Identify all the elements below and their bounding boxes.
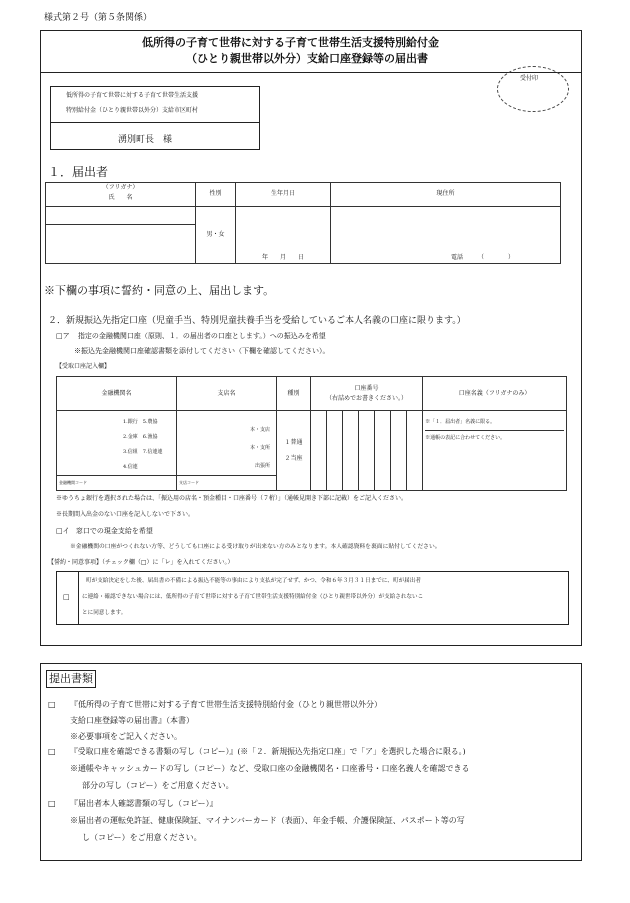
documents-heading: 提出書類 — [46, 670, 96, 688]
pledge-text: ※下欄の事項に誓約・同意の上、届出します。 — [44, 284, 275, 297]
branch-code-label: 支店コード — [179, 480, 199, 485]
bank-account-table — [56, 376, 567, 491]
dob-label-cell — [236, 183, 331, 207]
branch-input[interactable] — [177, 411, 277, 491]
address-label: 現住所 — [436, 190, 455, 198]
account-type-2: ２当座 — [284, 454, 303, 462]
consent-divider — [78, 571, 79, 625]
option-a-row — [56, 331, 326, 342]
account-header-text: 口座番号 — [354, 384, 379, 392]
gender-label-cell — [196, 183, 236, 207]
name-input[interactable] — [46, 225, 196, 264]
account-digit-4[interactable] — [359, 411, 375, 491]
doc-item-3-line-3: し（コピー）をご用意ください。 — [82, 833, 202, 842]
applicant-table — [45, 182, 561, 264]
account-header — [311, 377, 423, 411]
dob-input[interactable] — [236, 206, 331, 263]
address-label-cell — [331, 183, 561, 207]
doc-item-1-line-2: 支給口座登録等の届出書』（本書） — [70, 716, 194, 725]
section1-heading: １．届出者 — [48, 165, 109, 179]
doc-item-3-checkbox[interactable]: □ — [48, 799, 56, 808]
holder-header-text: 口座名義（フリガナのみ） — [458, 389, 531, 397]
dob-format: 年 月 日 — [261, 254, 304, 261]
account-digit-3[interactable] — [343, 411, 359, 491]
addressee-line-1: 低所得の子育て世帯に対する子育て世帯生活支援 — [66, 92, 199, 99]
section2-heading: ２．新規振込先指定口座（児童手当、特別児童扶養手当を受給しているご本人名義の口座に限ります。） — [48, 316, 466, 326]
stamp-label: 受付印 — [520, 75, 539, 82]
mayor-name: 湧別町長 様 — [118, 135, 173, 145]
consent-line-1: 町が支給決定をした後、届出書の不備による振込不能等の事由により支払が完了せず、かつ、令和６年３月３１日までに、町が届出者 — [86, 578, 421, 584]
holder-header — [423, 377, 567, 411]
option-b-note: ※金融機関の口座がつくれない方等、どうしても口座による受け取りが出来ない方のみとなります。本人確認資料を裏面に貼付してください。 — [70, 544, 441, 550]
account-digit-5[interactable] — [375, 411, 391, 491]
bank-type-1: 1.銀行 5.農協 — [123, 419, 158, 425]
consent-line-2: に連絡・確認できない場合には、低所得の子育て世帯に対する子育て世帯生活支援特別給付金（ひとり親世帯以外分）が支給されないこ — [82, 594, 424, 600]
account-digit-1[interactable] — [311, 411, 327, 491]
option-b-checkbox[interactable]: □イ — [56, 527, 70, 535]
option-a-note: ※振込先金融機関口座確認書類を添付してください（下欄を確認してください）。 — [74, 347, 330, 355]
doc-item-1-line-3: ※必要事項をご記入ください。 — [70, 732, 182, 741]
holder-note-2: ※通帳の表記に合わせてください。 — [425, 435, 506, 441]
consent-checkbox[interactable]: □ — [63, 593, 70, 601]
gender-input[interactable] — [196, 206, 236, 263]
title-divider — [40, 72, 582, 73]
consent-heading: 【誓約・同意事項】（チェック欄（□）に「レ」を入れてください。） — [48, 559, 234, 566]
dormant-note: ※長期間入出金のない口座を記入しないで下さい。 — [56, 511, 195, 518]
bank-section-label: 【受取口座記入欄】 — [56, 363, 111, 370]
branch-type-1: 本・支店 — [249, 427, 270, 433]
title-line-1: 低所得の子育て世帯に対する子育て世帯生活支援特別給付金 — [142, 36, 439, 49]
addressee-line-2: 特別給付金（ひとり親世帯以外分）支給市区町村 — [66, 107, 199, 114]
option-b-row — [56, 526, 153, 537]
option-a-label: 指定の金融機関口座（原則、１．の届出者の口座とします。）への振込みを希望 — [77, 332, 326, 340]
doc-item-1-line-1: 『低所得の子育て世帯に対する子育て世帯生活支援特別給付金（ひとり親世帯以外分） — [70, 700, 382, 709]
gender-options: 男・女 — [206, 230, 225, 238]
account-type-input[interactable] — [277, 411, 311, 491]
bank-code-label: 金融機関コード — [59, 480, 87, 485]
furigana-label-cell — [46, 183, 196, 207]
doc-item-2-line-1: 『受取口座を確認できる書類の写し（コピー）』(※「２．新規振込先指定口座」で「ア」を選択した場合に限る。) — [70, 747, 466, 756]
address-input[interactable] — [331, 206, 561, 263]
yucho-note: ※ゆうちょ銀行を選択された場合は、「振込用の店名・預金種目・口座番号（７桁）」（通帳見開き下部に記載）をご記入ください。 — [56, 495, 408, 502]
option-b-label: 窓口での現金支給を希望 — [75, 527, 153, 535]
consent-line-3: とに同意します。 — [82, 610, 127, 616]
account-digit-6[interactable] — [391, 411, 407, 491]
type-header-text: 種別 — [287, 389, 300, 397]
account-digit-2[interactable] — [327, 411, 343, 491]
bank-name-header-text: 金融機関名 — [101, 389, 132, 397]
addressee-divider — [50, 122, 260, 123]
title-line-2: （ひとり親世帯以外分）支給口座登録等の届出書 — [186, 52, 428, 65]
doc-item-2-line-2: ※通帳やキャッシュカードの写し（コピー）など、受取口座の金融機関名・口座番号・口座名義人を確認できる — [70, 764, 470, 773]
gender-label: 性別 — [209, 190, 222, 198]
branch-type-3: 出張所 — [254, 463, 270, 469]
name-label: 氏 名 — [108, 194, 133, 201]
doc-item-3-line-2: ※届出者の運転免許証、健康保険証、マイナンバーカード（表面）、年金手帳、介護保険証、パスポート等の写 — [70, 816, 465, 825]
form-number: 様式第２号（第５条関係） — [44, 13, 153, 23]
branch-header — [177, 377, 277, 411]
furigana-label: （フリガナ） — [102, 184, 139, 191]
reception-stamp — [497, 66, 569, 112]
branch-type-2: 本・支所 — [249, 445, 270, 451]
account-header-note: （右詰めでお書きください。） — [326, 394, 408, 402]
holder-input[interactable] — [423, 411, 567, 491]
furigana-input[interactable] — [46, 206, 196, 224]
bank-name-header — [57, 377, 177, 411]
doc-item-2-line-3: 部分の写し（コピー）をご用意ください。 — [82, 781, 234, 790]
doc-item-2-checkbox[interactable]: □ — [48, 747, 56, 756]
doc-item-3-line-1: 『届出者本人確認書類の写し（コピー）』 — [70, 799, 218, 808]
bank-name-input[interactable] — [57, 411, 177, 491]
option-a-checkbox[interactable]: □ア — [56, 332, 70, 340]
branch-header-text: 支店名 — [217, 389, 236, 397]
type-header — [277, 377, 311, 411]
account-digit-7[interactable] — [407, 411, 423, 491]
account-type-1: １普通 — [284, 438, 303, 446]
dob-label: 生年月日 — [270, 190, 295, 198]
holder-note-1: ※「１．届出者」名義に限る。 — [425, 414, 564, 431]
bank-type-2: 2.金庫 6.漁協 — [123, 434, 158, 440]
bank-type-4: 4.信連 — [123, 464, 138, 470]
bank-type-3: 3.信組 7.信連連 — [123, 449, 163, 455]
doc-item-1-checkbox[interactable]: □ — [48, 700, 56, 709]
phone-label: 電話 （ ） — [451, 254, 515, 261]
